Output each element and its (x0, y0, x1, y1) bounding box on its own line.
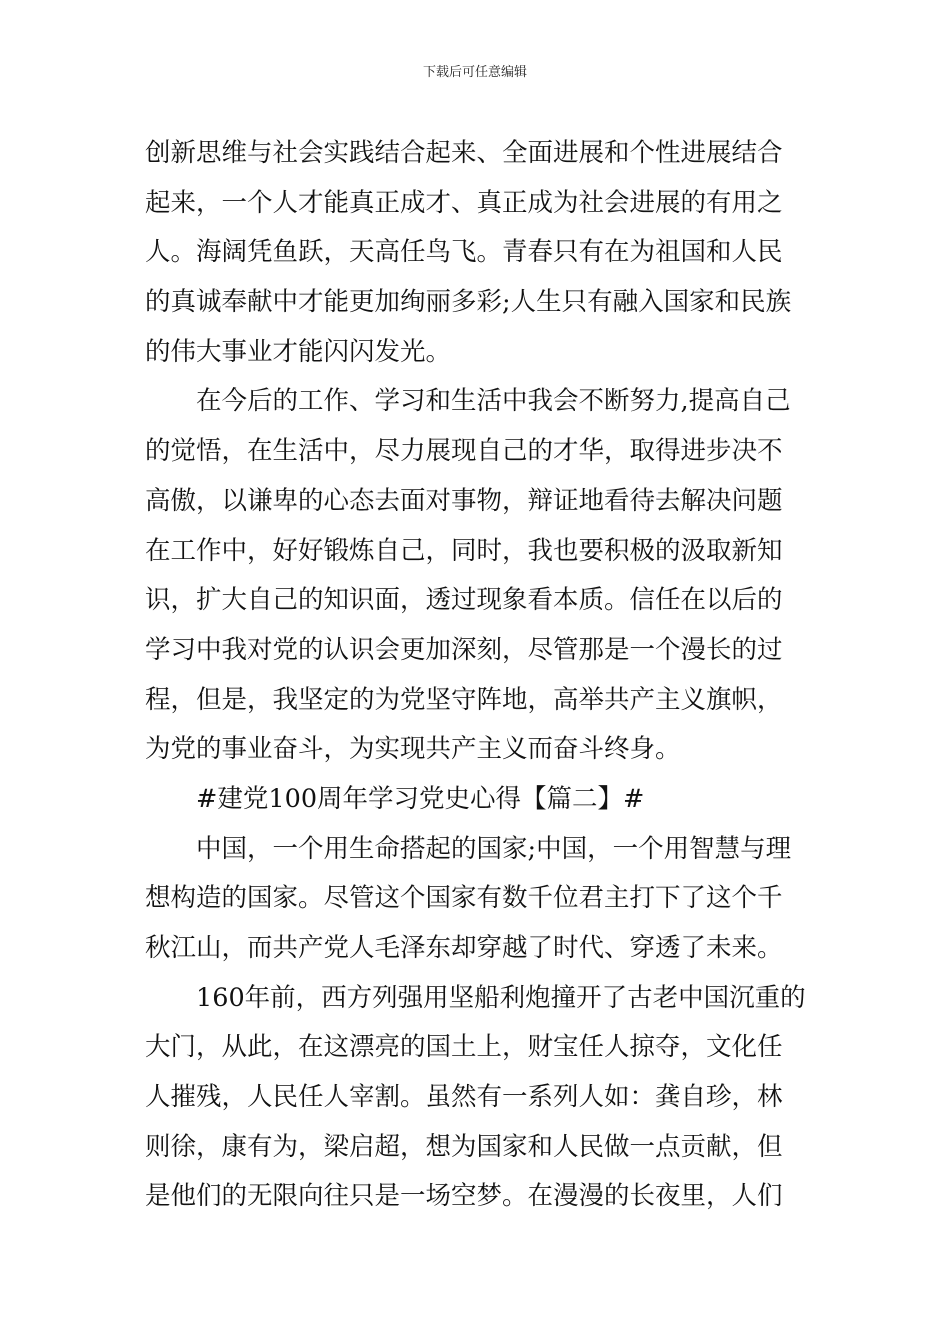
page-header-note: 下载后可任意编辑 (422, 65, 527, 80)
document-body (145, 129, 810, 1222)
text-line: 人摧残，人民任人宰割。虽然有一系列人如：龚自珍，林 (145, 1082, 783, 1113)
paragraph-start-line: 在今后的工作、学习和生活中我会不断努力,提高自己 (196, 386, 791, 417)
text-line: 的觉悟，在生活中，尽力展现自己的才华，取得进步决不 (145, 436, 783, 467)
text-line: 的真诚奉献中才能更加绚丽多彩;人生只有融入国家和民族 (145, 287, 792, 318)
text-line: 起来，一个人才能真正成才、真正成为社会进展的有用之 (145, 187, 783, 218)
text-line: 的伟大事业才能闪闪发光。 (145, 336, 452, 367)
section-heading: #建党100周年学习党史心得【篇二】# (196, 783, 645, 814)
text-line: 为党的事业奋斗，为实现共产主义而奋斗终身。 (145, 734, 681, 765)
text-line: 高傲，以谦卑的心态去面对事物，辩证地看待去解决问题 (145, 485, 783, 516)
text-line: 人。海阔凭鱼跃，天高任鸟飞。青春只有在为祖国和人民 (145, 237, 783, 268)
paragraph-start-line: 160年前，西方列强用坚船利炮撞开了古老中国沉重的 (196, 982, 806, 1013)
text-line: 学习中我对党的认识会更加深刻，尽管那是一个漫长的过 (145, 634, 783, 665)
text-line: 识，扩大自己的知识面，透过现象看本质。信任在以后的 (145, 585, 783, 616)
text-line: 在工作中，好好锻炼自己，同时，我也要积极的汲取新知 (145, 535, 783, 566)
text-line: 想构造的国家。尽管这个国家有数千位君主打下了这个千 (145, 883, 783, 914)
text-line: 程，但是，我坚定的为党坚守阵地，高举共产主义旗帜， (145, 684, 783, 715)
text-line: 则徐，康有为，梁启超，想为国家和人民做一点贡献，但 (145, 1131, 783, 1162)
text-line: 是他们的无限向往只是一场空梦。在漫漫的长夜里，人们 (145, 1181, 783, 1212)
paragraph-start-line: 中国，一个用生命搭起的国家;中国，一个用智慧与理 (196, 833, 792, 864)
text-line: 秋江山，而共产党人毛泽东却穿越了时代、穿透了未来。 (145, 933, 783, 963)
text-line: 创新思维与社会实践结合起来、全面进展和个性进展结合 (145, 138, 783, 168)
text-line: 大门，从此，在这漂亮的国土上，财宝任人掠夺，文化任 (145, 1032, 783, 1063)
